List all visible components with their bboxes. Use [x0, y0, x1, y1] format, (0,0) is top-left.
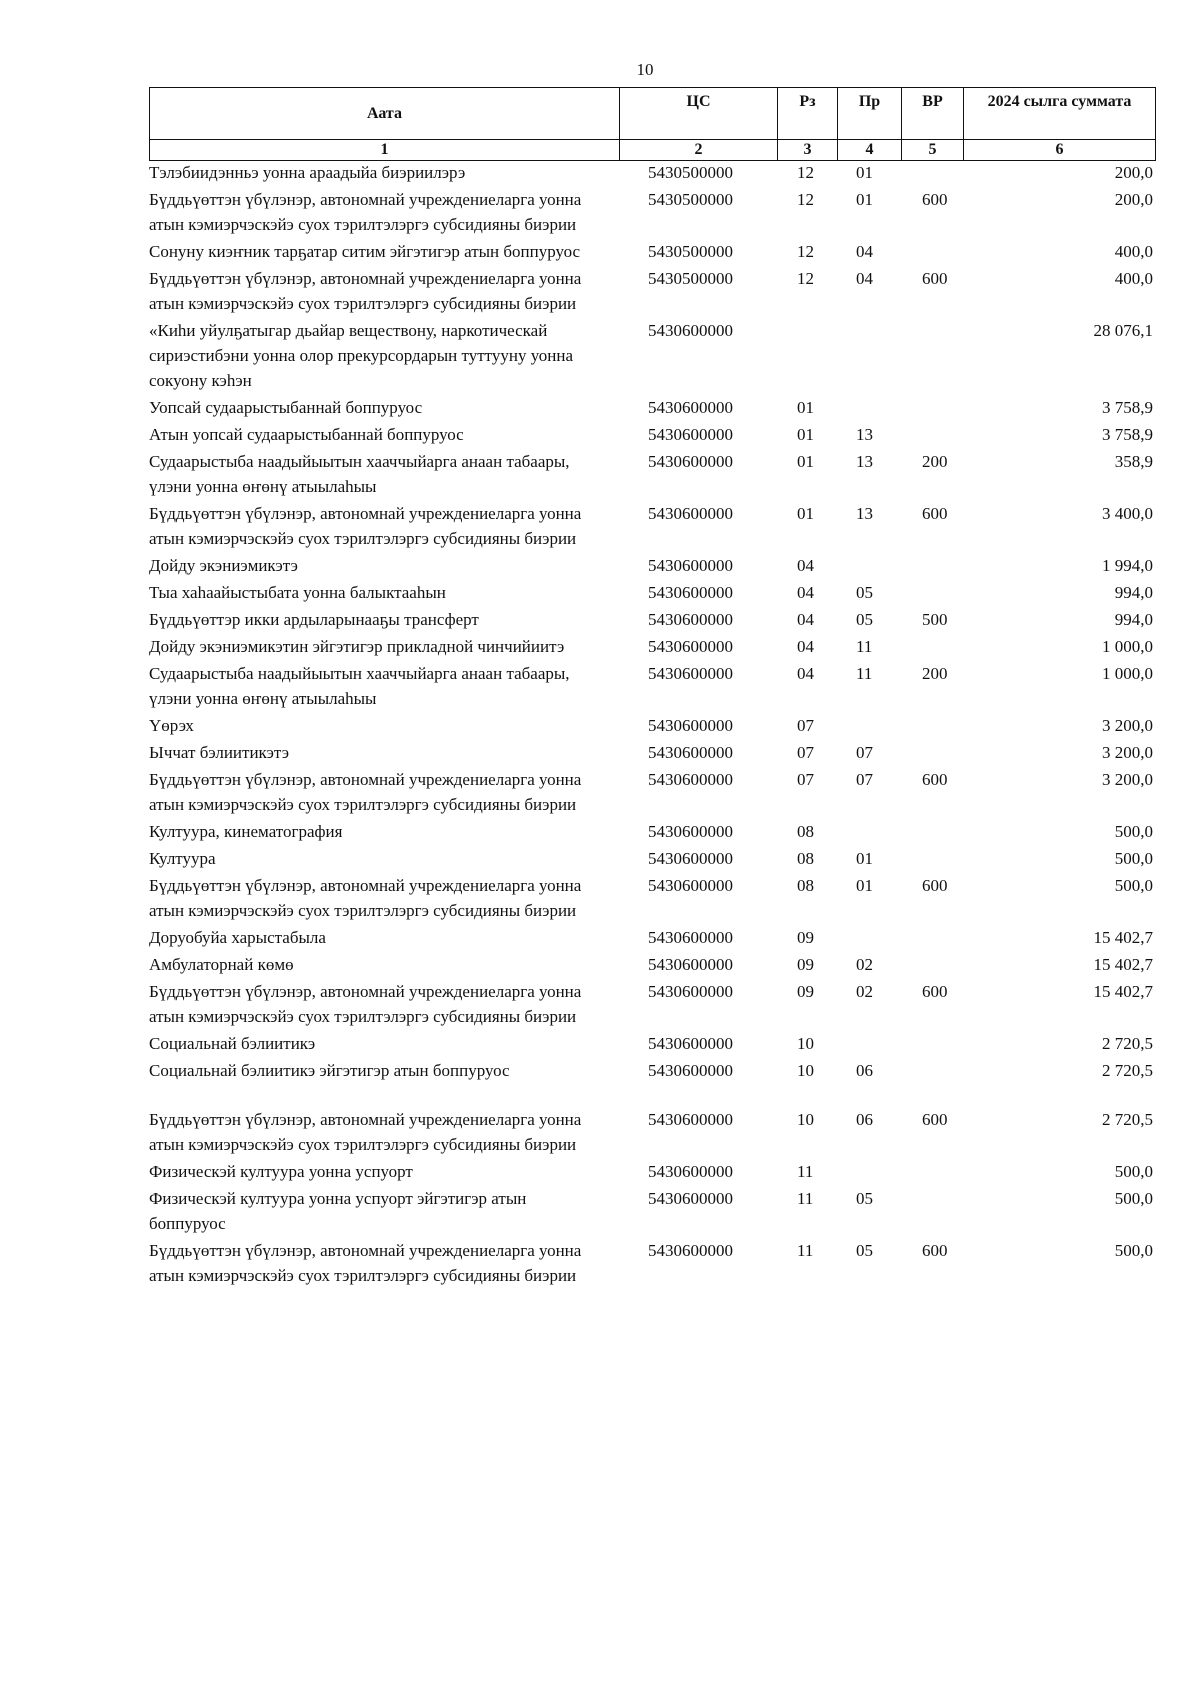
row-cs: 5430600000 — [648, 716, 733, 735]
row-name: Дойду экэниэмикэтин эйгэтигэр прикладной чинчийиитэ — [149, 637, 565, 656]
row-pr: 01 — [856, 163, 873, 182]
row-cs: 5430600000 — [648, 770, 733, 789]
row-rz: 07 — [797, 770, 814, 789]
header-cs: ЦС — [620, 88, 778, 140]
row-pr: 05 — [856, 1189, 873, 1208]
row-vr: 600 — [922, 504, 948, 523]
table-row — [149, 317, 1155, 394]
row-pr: 13 — [856, 425, 873, 444]
row-cs: 5430600000 — [648, 425, 733, 444]
row-rz: 12 — [797, 269, 814, 288]
row-cs: 5430600000 — [648, 504, 733, 523]
row-pr: 02 — [856, 955, 873, 974]
row-cs: 5430600000 — [648, 610, 733, 629]
row-sum: 1 000,0 — [1102, 664, 1153, 683]
row-rz: 11 — [797, 1241, 814, 1260]
row-pr: 07 — [856, 770, 873, 789]
row-vr: 600 — [922, 269, 948, 288]
row-rz: 10 — [797, 1034, 814, 1053]
row-name: Социальнай бэлиитикэ — [149, 1034, 316, 1053]
row-name: Бүддьүөттэн үбүлэнэр, автономнай учреждениеларга уонна атын кэмиэрчэскэйэ суох тэрилтэлэргэ субсидияны биэрии — [149, 770, 582, 814]
row-name: Тыа хаһаайыстыбата уонна балыктааһын — [149, 583, 446, 602]
table-row — [149, 633, 1155, 660]
row-sum: 28 076,1 — [1093, 321, 1153, 340]
row-cs: 5430600000 — [648, 743, 733, 762]
header-num-2: 2 — [620, 140, 778, 161]
header-vr: ВР — [902, 88, 964, 140]
table-row — [149, 1158, 1155, 1185]
row-name: Судаарыстыба наадыйыытын хааччыйарга анаан табаары, үлэни уонна өҥөнү атыылаһыы — [149, 452, 570, 496]
row-name: Култуура, кинематография — [149, 822, 343, 841]
row-cs: 5430600000 — [648, 876, 733, 895]
row-name: Бүддьүөттэр икки ардыларынааҕы трансферт — [149, 610, 479, 629]
row-cs: 5430500000 — [648, 269, 733, 288]
header-num-4: 4 — [838, 140, 902, 161]
row-vr: 600 — [922, 1110, 948, 1129]
row-rz: 10 — [797, 1061, 814, 1080]
table-row — [149, 552, 1155, 579]
row-name: Бүддьүөттэн үбүлэнэр, автономнай учреждениеларга уонна атын кэмиэрчэскэйэ суох тэрилтэлэргэ субсидияны биэрии — [149, 1241, 582, 1285]
row-vr: 600 — [922, 770, 948, 789]
row-rz: 04 — [797, 583, 814, 602]
row-rz: 09 — [797, 982, 814, 1001]
table-row — [149, 500, 1155, 552]
row-name: Бүддьүөттэн үбүлэнэр, автономнай учреждениеларга уонна атын кэмиэрчэскэйэ суох тэрилтэлэргэ субсидияны биэрии — [149, 876, 582, 920]
row-cs: 5430600000 — [648, 849, 733, 868]
row-sum: 3 200,0 — [1102, 716, 1153, 735]
row-pr: 01 — [856, 849, 873, 868]
row-cs: 5430600000 — [648, 664, 733, 683]
row-rz: 04 — [797, 610, 814, 629]
table-row — [149, 872, 1155, 924]
table-row — [149, 845, 1155, 872]
row-name: Тэлэбиидэнньэ уонна араадыйа биэриилэрэ — [149, 163, 466, 182]
table-row — [149, 448, 1155, 500]
row-cs: 5430600000 — [648, 1110, 733, 1129]
row-cs: 5430500000 — [648, 242, 733, 261]
row-cs: 5430600000 — [648, 1241, 733, 1260]
table-row — [149, 712, 1155, 739]
row-name: Амбулаторнай көмө — [149, 955, 294, 974]
row-name: «Киһи уйулҕатыгар дьайар веществону, наркотическай сириэстибэни уонна олор прекурсордарын туттууну уонна сокуону кэһэн — [149, 321, 574, 390]
table-row — [149, 159, 1155, 186]
row-name: Физическэй култуура уонна успуорт — [149, 1162, 413, 1181]
row-rz: 08 — [797, 876, 814, 895]
row-pr: 01 — [856, 190, 873, 209]
row-name: Бүддьүөттэн үбүлэнэр, автономнай учреждениеларга уонна атын кэмиэрчэскэйэ суох тэрилтэлэргэ субсидияны биэрии — [149, 982, 582, 1026]
row-pr: 06 — [856, 1061, 873, 1080]
row-pr: 05 — [856, 610, 873, 629]
row-name: Сонуну киэҥник тарҕатар ситим эйгэтигэр атын боппуруос — [149, 242, 581, 261]
row-name: Үөрэх — [149, 716, 194, 735]
header-pr: Пр — [838, 88, 902, 140]
row-pr: 04 — [856, 269, 873, 288]
row-pr: 02 — [856, 982, 873, 1001]
row-cs: 5430600000 — [648, 1034, 733, 1053]
row-sum: 500,0 — [1114, 822, 1153, 841]
table-row — [149, 978, 1155, 1030]
row-rz: 09 — [797, 928, 814, 947]
row-rz: 01 — [797, 504, 814, 523]
row-name: Уопсай судаарыстыбаннай боппуруос — [149, 398, 423, 417]
row-sum: 200,0 — [1114, 163, 1153, 182]
row-rz: 09 — [797, 955, 814, 974]
row-vr: 600 — [922, 982, 948, 1001]
row-cs: 5430600000 — [648, 822, 733, 841]
table-row — [149, 421, 1155, 448]
row-pr: 04 — [856, 242, 873, 261]
row-cs: 5430600000 — [648, 556, 733, 575]
row-rz: 01 — [797, 425, 814, 444]
row-name: Социальнай бэлиитикэ эйгэтигэр атын боппуруос — [149, 1061, 510, 1080]
table-row — [149, 186, 1155, 238]
table-row — [149, 579, 1155, 606]
table-header — [149, 87, 1156, 161]
row-sum: 2 720,5 — [1102, 1034, 1153, 1053]
row-pr: 11 — [856, 637, 873, 656]
table-row — [149, 818, 1155, 845]
row-name: Бүддьүөттэн үбүлэнэр, автономнай учреждениеларга уонна атын кэмиэрчэскэйэ суох тэрилтэлэргэ субсидияны биэрии — [149, 190, 582, 234]
row-vr: 600 — [922, 876, 948, 895]
table-row — [149, 660, 1155, 712]
row-rz: 12 — [797, 242, 814, 261]
row-rz: 07 — [797, 743, 814, 762]
row-sum: 15 402,7 — [1093, 928, 1153, 947]
row-sum: 400,0 — [1114, 269, 1153, 288]
row-cs: 5430500000 — [648, 190, 733, 209]
row-rz: 07 — [797, 716, 814, 735]
row-name: Дойду экэниэмикэтэ — [149, 556, 298, 575]
row-cs: 5430600000 — [648, 398, 733, 417]
row-rz: 10 — [797, 1110, 814, 1129]
table-body — [149, 159, 1155, 1289]
row-name: Судаарыстыба наадыйыытын хааччыйарга анаан табаары, үлэни уонна өҥөнү атыылаһыы — [149, 664, 570, 708]
row-rz: 04 — [797, 664, 814, 683]
row-name: Атын уопсай судаарыстыбаннай боппуруос — [149, 425, 464, 444]
row-cs: 5430600000 — [648, 1061, 733, 1080]
row-rz: 11 — [797, 1189, 814, 1208]
header-num-1: 1 — [150, 140, 620, 161]
row-sum: 1 994,0 — [1102, 556, 1153, 575]
header-sum: 2024 сылга суммата — [964, 88, 1156, 140]
row-pr: 01 — [856, 876, 873, 895]
row-sum: 3 200,0 — [1102, 743, 1153, 762]
header-name: Аата — [150, 88, 620, 140]
page-number: 10 — [636, 60, 654, 79]
row-sum: 15 402,7 — [1093, 982, 1153, 1001]
row-name: Бүддьүөттэн үбүлэнэр, автономнай учреждениеларга уонна атын кэмиэрчэскэйэ суох тэрилтэлэргэ субсидияны биэрии — [149, 504, 582, 548]
row-sum: 500,0 — [1114, 876, 1153, 895]
row-pr: 11 — [856, 664, 873, 683]
row-sum: 2 720,5 — [1102, 1110, 1153, 1129]
row-rz: 12 — [797, 163, 814, 182]
row-vr: 500 — [922, 610, 948, 629]
row-rz: 01 — [797, 452, 814, 471]
table-row — [149, 394, 1155, 421]
row-cs: 5430500000 — [648, 163, 733, 182]
row-name: Доруобуйа харыстабыла — [149, 928, 326, 947]
row-name: Бүддьүөттэн үбүлэнэр, автономнай учреждениеларга уонна атын кэмиэрчэскэйэ суох тэрилтэлэргэ субсидияны биэрии — [149, 1110, 582, 1154]
table-row — [149, 1237, 1155, 1289]
row-sum: 1 000,0 — [1102, 637, 1153, 656]
table-row — [149, 739, 1155, 766]
row-sum: 994,0 — [1114, 610, 1153, 629]
row-sum: 3 758,9 — [1102, 398, 1153, 417]
row-cs: 5430600000 — [648, 982, 733, 1001]
table-row — [149, 1030, 1155, 1057]
header-num-3: 3 — [778, 140, 838, 161]
row-sum: 358,9 — [1114, 452, 1153, 471]
row-pr: 13 — [856, 504, 873, 523]
row-name: Ыччат бэлиитикэтэ — [149, 743, 290, 762]
row-vr: 600 — [922, 190, 948, 209]
row-cs: 5430600000 — [648, 928, 733, 947]
row-cs: 5430600000 — [648, 321, 733, 340]
row-rz: 04 — [797, 556, 814, 575]
row-sum: 500,0 — [1114, 1189, 1153, 1208]
row-rz: 08 — [797, 822, 814, 841]
row-cs: 5430600000 — [648, 1189, 733, 1208]
row-sum: 500,0 — [1114, 1241, 1153, 1260]
row-sum: 3 400,0 — [1102, 504, 1153, 523]
row-sum: 2 720,5 — [1102, 1061, 1153, 1080]
row-vr: 200 — [922, 664, 948, 683]
row-sum: 3 200,0 — [1102, 770, 1153, 789]
table-row — [149, 238, 1155, 265]
table-row — [149, 265, 1155, 317]
table-row — [149, 951, 1155, 978]
row-sum: 994,0 — [1114, 583, 1153, 602]
row-cs: 5430600000 — [648, 955, 733, 974]
row-sum: 15 402,7 — [1093, 955, 1153, 974]
row-pr: 13 — [856, 452, 873, 471]
row-cs: 5430600000 — [648, 1162, 733, 1181]
row-vr: 600 — [922, 1241, 948, 1260]
row-name: Физическэй култуура уонна успуорт эйгэтигэр атын боппуруос — [149, 1189, 527, 1233]
header-num-6: 6 — [964, 140, 1156, 161]
row-cs: 5430600000 — [648, 452, 733, 471]
row-pr: 05 — [856, 1241, 873, 1260]
row-name: Култуура — [149, 849, 216, 868]
row-vr: 200 — [922, 452, 948, 471]
row-rz: 12 — [797, 190, 814, 209]
row-sum: 500,0 — [1114, 1162, 1153, 1181]
table-row — [149, 606, 1155, 633]
row-sum: 200,0 — [1114, 190, 1153, 209]
header-num-5: 5 — [902, 140, 964, 161]
row-rz: 01 — [797, 398, 814, 417]
row-pr: 06 — [856, 1110, 873, 1129]
row-sum: 500,0 — [1114, 849, 1153, 868]
row-cs: 5430600000 — [648, 637, 733, 656]
row-cs: 5430600000 — [648, 583, 733, 602]
table-row — [149, 1106, 1155, 1158]
header-rz: Рз — [778, 88, 838, 140]
row-name: Бүддьүөттэн үбүлэнэр, автономнай учреждениеларга уонна атын кэмиэрчэскэйэ суох тэрилтэлэргэ субсидияны биэрии — [149, 269, 582, 313]
row-rz: 08 — [797, 849, 814, 868]
row-pr: 05 — [856, 583, 873, 602]
row-pr: 07 — [856, 743, 873, 762]
row-rz: 04 — [797, 637, 814, 656]
table-row — [149, 1185, 1155, 1237]
table-row — [149, 924, 1155, 951]
row-sum: 3 758,9 — [1102, 425, 1153, 444]
table-row — [149, 766, 1155, 818]
row-sum: 400,0 — [1114, 242, 1153, 261]
row-rz: 11 — [797, 1162, 814, 1181]
table-row — [149, 1057, 1155, 1084]
